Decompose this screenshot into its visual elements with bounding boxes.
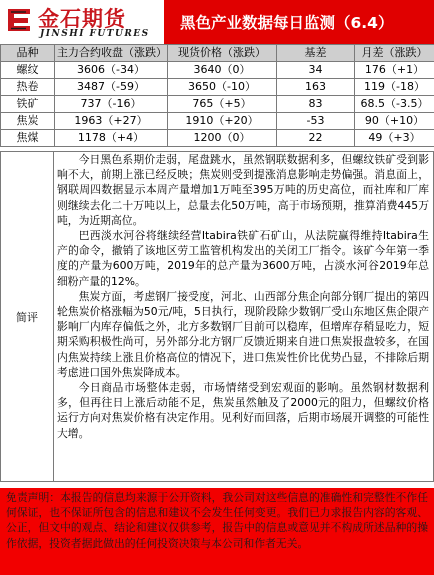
row-spread: 176（+1） [355, 62, 434, 79]
commentary-body [57, 152, 429, 441]
commentary-paragraph: 今日商品市场整体走弱，市场情绪受到宏观面的影响。虽然钢材数据利多，但再往日上涨后动能不足，焦炭虽然触及了2000元的阻力，但螺纹价格运行方向对焦炭价格有决定作用。见利好而回落，后期市场展开调整的可能性大增。 [57, 381, 429, 440]
row-futures: 1963（+27） [55, 113, 168, 130]
row-spot: 3640（0） [168, 62, 277, 79]
logo-chinese-text: 金石期货 [38, 7, 126, 31]
row-spread: 90（+10） [355, 113, 434, 130]
column-header-spread: 月差（涨跌） [355, 45, 434, 62]
table-row [1, 130, 434, 147]
table-row [1, 79, 434, 96]
column-header-spot: 现货价格（涨跌） [168, 45, 277, 62]
table-row [1, 113, 434, 130]
row-spread: 68.5（-3.5） [355, 96, 434, 113]
row-basis: 22 [277, 130, 355, 147]
row-futures: 1178（+4） [55, 130, 168, 147]
row-basis: 34 [277, 62, 355, 79]
row-spot: 1200（0） [168, 130, 277, 147]
commentary-paragraph: 今日黑色系期价走弱，尾盘跳水，虽然钢联数据利多，但螺纹铁矿受到影响不大，前期上涨已经反映；焦炭则受到提涨消息影响走势偏强。消息面上，钢联周四数据显示本周产量增加1万吨至395万吨的历史高位，而社库和厂库则继续去化二十万吨以上，总量去化50万吨，高于市场预期，推算消费445万吨，为近期高位。 [57, 153, 429, 227]
title-banner [164, 0, 434, 44]
report-header [0, 0, 434, 44]
row-spread: 119（-18） [355, 79, 434, 96]
row-variety: 螺纹 [1, 62, 55, 79]
table-row [1, 96, 434, 113]
table-header-row [1, 45, 434, 62]
commentary-label: 简评 [0, 152, 54, 481]
row-variety: 铁矿 [1, 96, 55, 113]
disclaimer-text: 免责声明：本报告的信息均来源于公开资料，我公司对这些信息的准确性和完整性不作任何保证，也不保证所包含的信息和建议不会发生任何变更。我们已力求报告内容的客观、公正，但文中的观点、结论和建议仅供参考，报告中的信息或意见并不构成所述品种的操作依据，投资者据此做出的任何投资决策与本公司和作者无关。 [6, 491, 428, 550]
row-spot: 765（+5） [168, 96, 277, 113]
row-basis: -53 [277, 113, 355, 130]
company-logo [0, 0, 164, 44]
logo-mark-icon [6, 6, 32, 34]
row-basis: 83 [277, 96, 355, 113]
row-spot: 3650（-10） [168, 79, 277, 96]
commentary-section [0, 151, 434, 482]
row-variety: 热卷 [1, 79, 55, 96]
price-table [0, 44, 434, 147]
column-header-futures: 主力合约收盘（涨跌） [55, 45, 168, 62]
table-row [1, 62, 434, 79]
column-header-basis: 基差 [277, 45, 355, 62]
logo-english-text: JINSHI FUTURES [40, 29, 150, 39]
commentary-paragraph: 焦炭方面，考虑钢厂接受度，河北、山西部分焦企向部分钢厂提出的第四轮焦炭价格涨幅为50元/吨，5日执行，现阶段除少数钢厂受山东地区焦企限产影响厂内库存偏低之外，北方多数钢厂目前可以稳库，但增库存稍显吃力，短期采购积极性尚可，另外部分北方钢厂反馈近期来自进口焦炭报盘较多，在国内焦炭持续上涨且价格高位的情况下，进口焦炭性价比优势凸显，不排除后期考虑进口国外焦炭降成本。 [57, 289, 429, 379]
row-futures: 737（-16） [55, 96, 168, 113]
commentary-paragraph: 巴西淡水河谷将继续经营Itabira铁矿石矿山，从法院赢得维持Itabira生产的命令，撤销了该地区劳工监管机构发出的关闭工厂指令。该矿今年第一季度的产量为600万吨，2019年的总产量为3600万吨，占淡水河谷2019年总细粉产量的12%。 [57, 229, 429, 288]
row-spot: 1910（+20） [168, 113, 277, 130]
column-header-variety: 品种 [1, 45, 55, 62]
row-variety: 焦煤 [1, 130, 55, 147]
row-basis: 163 [277, 79, 355, 96]
row-futures: 3487（-59） [55, 79, 168, 96]
disclaimer-box [0, 488, 434, 575]
row-spread: 49（+3） [355, 130, 434, 147]
row-futures: 3606（-34） [55, 62, 168, 79]
row-variety: 焦炭 [1, 113, 55, 130]
report-title: 黑色产业数据每日监测（6.4） [180, 14, 394, 32]
